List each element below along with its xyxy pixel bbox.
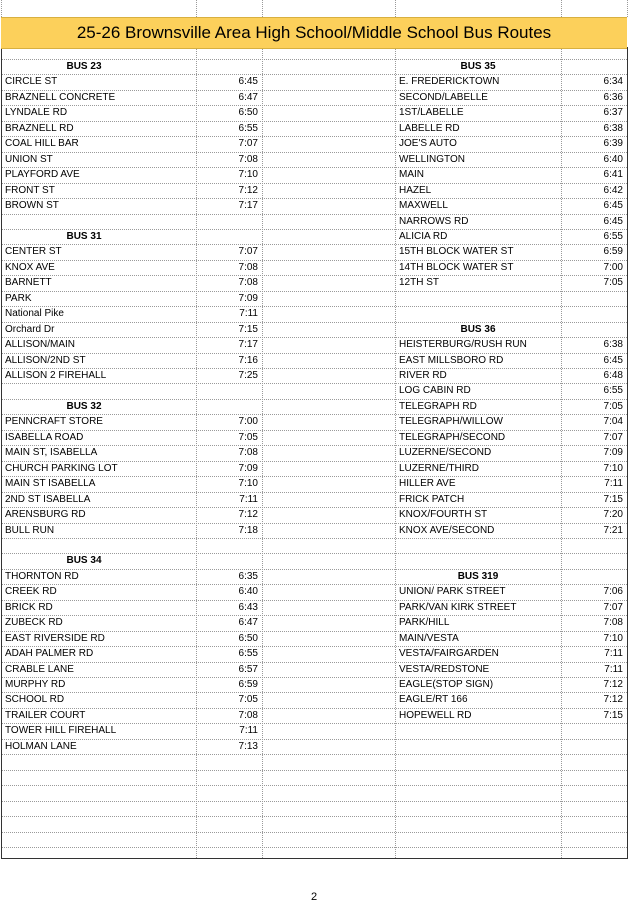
stop-row (395, 677, 627, 693)
stop-name: KNOX AVE/SECOND (399, 524, 495, 536)
stop-name: ALLISON/MAIN (5, 339, 76, 351)
grid-vertical-line (196, 0, 197, 17)
stop-time: 6:47 (238, 91, 258, 103)
stop-time: 6:55 (238, 122, 258, 134)
stop-name: TOWER HILL FIREHALL (5, 725, 117, 737)
stop-name: SCHOOL RD (5, 694, 65, 706)
stop-time: 7:12 (238, 509, 258, 521)
stop-row (1, 337, 262, 353)
stop-row (395, 337, 627, 353)
stop-name: HILLER AVE (399, 478, 456, 490)
stop-name: CHURCH PARKING LOT (5, 462, 118, 474)
stop-name: SECOND/LABELLE (399, 91, 488, 103)
stop-row (1, 167, 262, 183)
stop-time: 7:04 (603, 416, 623, 428)
stop-time: 7:11 (604, 663, 623, 675)
stop-time: 7:08 (238, 277, 258, 289)
stop-row (1, 198, 262, 214)
stop-row (395, 105, 627, 121)
stop-row (395, 383, 627, 399)
bus-header-bus-23 (1, 59, 167, 75)
stop-row (1, 368, 262, 384)
stop-row (1, 723, 262, 739)
stop-name: PARK (5, 292, 32, 304)
stop-time: 6:35 (238, 570, 258, 582)
stop-name: WELLINGTON (399, 153, 465, 165)
grid-vertical-line (1, 0, 2, 17)
stop-name: ALLISON 2 FIREHALL (5, 370, 107, 381)
stop-name: EAGLE/RT 166 (399, 694, 468, 706)
stop-time: 7:10 (238, 478, 258, 490)
stop-time: 7:11 (239, 725, 258, 737)
stop-time: 7:25 (238, 370, 258, 381)
stop-row (1, 121, 262, 137)
stop-time: 6:36 (603, 91, 623, 103)
stop-time: 6:55 (603, 385, 623, 397)
page-number: 2 (310, 891, 318, 903)
stop-row (1, 677, 262, 693)
stop-row (395, 584, 627, 600)
stop-time: 7:07 (238, 246, 258, 258)
stop-time: 7:21 (603, 524, 623, 536)
stop-time: 7:05 (238, 431, 258, 443)
stop-time: 7:15 (238, 323, 258, 335)
stop-time: 7:05 (603, 400, 623, 412)
stop-row (395, 445, 627, 461)
stop-row (395, 523, 627, 539)
stop-row (1, 275, 262, 291)
stop-row (1, 244, 262, 260)
stop-time: 6:40 (603, 153, 623, 165)
stop-row (395, 662, 627, 678)
blank-row (395, 306, 627, 322)
stop-time: 6:45 (603, 200, 623, 212)
blank-row (1, 214, 262, 230)
stop-row (395, 90, 627, 106)
stop-name: UNION/ PARK STREET (399, 586, 506, 598)
stop-name: BRAZNELL CONCRETE (5, 91, 116, 103)
stop-row (395, 600, 627, 616)
stop-name: BROWN ST (5, 200, 59, 212)
stop-row (1, 291, 262, 307)
stop-name: EAST MILLSBORO RD (399, 354, 504, 366)
stop-time: 6:38 (603, 122, 623, 134)
blank-row (395, 291, 627, 307)
stop-time: 6:39 (603, 138, 623, 150)
stop-name: ADAH PALMER RD (5, 648, 94, 660)
stop-row (395, 646, 627, 662)
stop-time: 6:47 (238, 617, 258, 629)
bus-header-bus-36 (395, 322, 561, 338)
stop-time: 7:17 (238, 339, 258, 351)
stop-time: 6:59 (603, 246, 623, 258)
blank-row (1, 538, 262, 554)
stop-row (1, 74, 262, 90)
stop-name: ALLISON/2ND ST (5, 354, 86, 366)
stop-row (395, 244, 627, 260)
stop-time: 7:11 (239, 493, 258, 505)
stop-name: HAZEL (399, 184, 432, 196)
stop-row (1, 615, 262, 631)
stop-row (395, 136, 627, 152)
stop-time: 7:08 (238, 153, 258, 165)
stop-time: 7:13 (238, 740, 258, 752)
stop-row (395, 198, 627, 214)
stop-row (395, 430, 627, 446)
stop-row (1, 461, 262, 477)
stop-row (395, 615, 627, 631)
stop-name: LUZERNE/THIRD (399, 462, 480, 474)
stop-time: 7:08 (238, 709, 258, 721)
bus-header-bus-319 (395, 569, 561, 585)
stop-time: 6:48 (603, 370, 623, 381)
stop-time: 7:12 (603, 679, 623, 690)
stop-time: 7:12 (603, 694, 623, 706)
stop-name: TELEGRAPH/WILLOW (399, 416, 503, 428)
stop-name: KNOX AVE (5, 261, 55, 273)
bus-header-bus-35 (395, 59, 561, 75)
stop-row (395, 399, 627, 415)
stop-time: 7:10 (238, 169, 258, 181)
blank-row (1, 383, 262, 399)
stop-name: ISABELLA ROAD (5, 431, 84, 443)
stop-name: 12TH ST (399, 277, 440, 289)
stop-row (395, 275, 627, 291)
stop-name: BARNETT (5, 277, 52, 289)
stop-name: HOLMAN LANE (5, 740, 77, 752)
stop-row (395, 461, 627, 477)
stop-row (1, 708, 262, 724)
stop-name: UNION ST (5, 153, 53, 165)
stop-time: 7:16 (238, 354, 258, 366)
stop-name: 15TH BLOCK WATER ST (399, 246, 514, 258)
stop-name: NARROWS RD (399, 215, 469, 227)
stop-name: 2ND ST ISABELLA (5, 493, 91, 505)
stop-row (395, 214, 627, 230)
stop-time: 7:00 (603, 261, 623, 273)
bus-header-label: BUS 34 (66, 555, 102, 567)
stop-name: VESTA/REDSTONE (399, 663, 490, 675)
stop-row (395, 631, 627, 647)
stop-row (395, 167, 627, 183)
stop-time: 7:12 (238, 184, 258, 196)
stop-name: BRICK RD (5, 601, 53, 613)
stop-name: LYNDALE RD (5, 107, 68, 119)
stop-row (1, 646, 262, 662)
page-title: 25-26 Brownsville Area High School/Middle School Bus Routes (1, 17, 627, 49)
stop-name: RIVER RD (399, 370, 447, 381)
stop-time: 7:09 (603, 447, 623, 459)
stop-name: CIRCLE ST (5, 76, 58, 88)
stop-row (1, 445, 262, 461)
stop-time: 7:15 (603, 709, 623, 721)
stop-name: ALICIA RD (399, 230, 448, 242)
stop-name: National Pike (5, 308, 64, 320)
stop-name: TELEGRAPH RD (399, 400, 477, 412)
stop-row (1, 306, 262, 322)
stop-time: 6:45 (238, 76, 258, 88)
stop-time: 7:07 (238, 138, 258, 150)
stop-name: LUZERNE/SECOND (399, 447, 492, 459)
stop-name: THORNTON RD (5, 570, 79, 582)
bus-header-label: BUS 319 (457, 570, 499, 582)
stop-time: 7:15 (603, 493, 623, 505)
stop-time: 7:09 (238, 462, 258, 474)
stop-row (1, 739, 262, 755)
stop-name: PENNCRAFT STORE (5, 416, 103, 428)
stop-time: 7:07 (603, 601, 623, 613)
stop-time: 7:06 (603, 586, 623, 598)
stop-time: 7:05 (603, 277, 623, 289)
stop-name: CENTER ST (5, 246, 62, 258)
stop-time: 7:11 (604, 648, 623, 660)
stop-name: PARK/VAN KIRK STREET (399, 601, 517, 613)
stop-row (1, 322, 262, 338)
stop-name: E. FREDERICKTOWN (399, 76, 500, 88)
stop-time: 6:45 (603, 215, 623, 227)
stop-time: 7:11 (604, 478, 623, 490)
stop-row (395, 152, 627, 168)
stop-row (1, 600, 262, 616)
stop-name: Orchard Dr (5, 323, 55, 335)
stop-time: 6:42 (603, 184, 623, 196)
stop-time: 6:38 (603, 339, 623, 351)
stop-time: 6:34 (603, 76, 623, 88)
stop-time: 7:08 (238, 261, 258, 273)
stop-name: 14TH BLOCK WATER ST (399, 261, 514, 273)
stop-name: FRONT ST (5, 184, 55, 196)
stop-row (1, 414, 262, 430)
stop-row (395, 492, 627, 508)
stop-row (1, 476, 262, 492)
stop-time: 7:00 (238, 416, 258, 428)
bus-header-label: BUS 31 (66, 230, 102, 242)
stop-time: 6:55 (603, 230, 623, 242)
stop-time: 6:43 (238, 601, 258, 613)
stop-time: 7:17 (238, 200, 258, 212)
stop-time: 6:55 (238, 648, 258, 660)
bus-header-label: BUS 23 (66, 61, 102, 72)
stop-time: 7:05 (238, 694, 258, 706)
stop-name: CRABLE LANE (5, 663, 74, 675)
stop-name: TRAILER COURT (5, 709, 86, 721)
stop-time: 6:37 (603, 107, 623, 119)
stop-name: LABELLE RD (399, 122, 460, 134)
stop-name: CREEK RD (5, 586, 57, 598)
stop-time: 7:11 (239, 308, 258, 320)
stop-row (395, 692, 627, 708)
stop-name: COAL HILL BAR (5, 138, 79, 150)
bus-header-bus-31 (1, 229, 167, 245)
stop-name: MAIN ST, ISABELLA (5, 447, 98, 459)
stop-row (1, 631, 262, 647)
stop-time: 6:59 (238, 679, 258, 690)
stop-time: 6:50 (238, 632, 258, 644)
stop-row (1, 507, 262, 523)
stop-name: KNOX/FOURTH ST (399, 509, 488, 521)
stop-time: 6:50 (238, 107, 258, 119)
stop-name: FRICK PATCH (399, 493, 465, 505)
grid-vertical-line (262, 0, 263, 17)
stop-time: 7:10 (603, 632, 623, 644)
stop-row (1, 662, 262, 678)
grid-vertical-line (561, 0, 562, 17)
stop-name: MAIN/VESTA (399, 632, 459, 644)
stop-row (1, 692, 262, 708)
stop-name: EAGLE(STOP SIGN) (399, 679, 494, 690)
stop-row (1, 584, 262, 600)
blank-row (395, 553, 627, 569)
stop-time: 6:41 (603, 169, 623, 181)
stop-row (1, 183, 262, 199)
stop-row (1, 136, 262, 152)
stop-row (395, 229, 627, 245)
stop-name: JOE'S AUTO (399, 138, 457, 150)
stop-row (395, 260, 627, 276)
bus-header-bus-34 (1, 553, 167, 569)
stop-time: 6:45 (603, 354, 623, 366)
stop-row (395, 414, 627, 430)
stop-row (395, 121, 627, 137)
stop-name: TELEGRAPH/SECOND (399, 431, 506, 443)
stop-row (395, 708, 627, 724)
stop-row (395, 368, 627, 384)
stop-time: 7:08 (603, 617, 623, 629)
stop-name: MAIN ST ISABELLA (5, 478, 96, 490)
stop-row (1, 353, 262, 369)
stop-name: VESTA/FAIRGARDEN (399, 648, 499, 660)
stop-name: HOPEWELL RD (399, 709, 472, 721)
stop-row (395, 507, 627, 523)
stop-name: MAIN (399, 169, 424, 181)
stop-name: MAXWELL (399, 200, 448, 212)
stop-name: ZUBECK RD (5, 617, 63, 629)
stop-time: 7:09 (238, 292, 258, 304)
stop-row (395, 74, 627, 90)
stop-time: 7:10 (603, 462, 623, 474)
stop-name: EAST RIVERSIDE RD (5, 632, 105, 644)
stop-time: 6:57 (238, 663, 258, 675)
stop-row (1, 152, 262, 168)
blank-row (395, 538, 627, 554)
bus-header-label: BUS 32 (66, 400, 102, 412)
stop-name: MURPHY RD (5, 679, 66, 690)
bus-header-label: BUS 36 (460, 323, 496, 335)
stop-row (395, 476, 627, 492)
bus-header-label: BUS 35 (460, 61, 496, 72)
stop-row (1, 105, 262, 121)
stop-name: ARENSBURG RD (5, 509, 86, 521)
stop-name: PLAYFORD AVE (5, 169, 80, 181)
stop-time: 7:07 (603, 431, 623, 443)
stop-row (1, 492, 262, 508)
stop-row (1, 430, 262, 446)
stop-row (1, 523, 262, 539)
stop-name: BRAZNELL RD (5, 122, 74, 134)
stop-name: PARK/HILL (399, 617, 450, 629)
stop-row (1, 569, 262, 585)
stop-time: 7:20 (603, 509, 623, 521)
stop-time: 7:18 (238, 524, 258, 536)
stop-row (1, 260, 262, 276)
stop-time: 6:40 (238, 586, 258, 598)
grid-vertical-line (395, 0, 396, 17)
bus-header-bus-32 (1, 399, 167, 415)
stop-name: BULL RUN (5, 524, 55, 536)
stop-time: 7:08 (238, 447, 258, 459)
stop-row (1, 90, 262, 106)
stop-row (395, 353, 627, 369)
stop-row (395, 183, 627, 199)
stop-name: LOG CABIN RD (399, 385, 471, 397)
stop-name: HEISTERBURG/RUSH RUN (399, 339, 527, 351)
stop-name: 1ST/LABELLE (399, 107, 464, 119)
